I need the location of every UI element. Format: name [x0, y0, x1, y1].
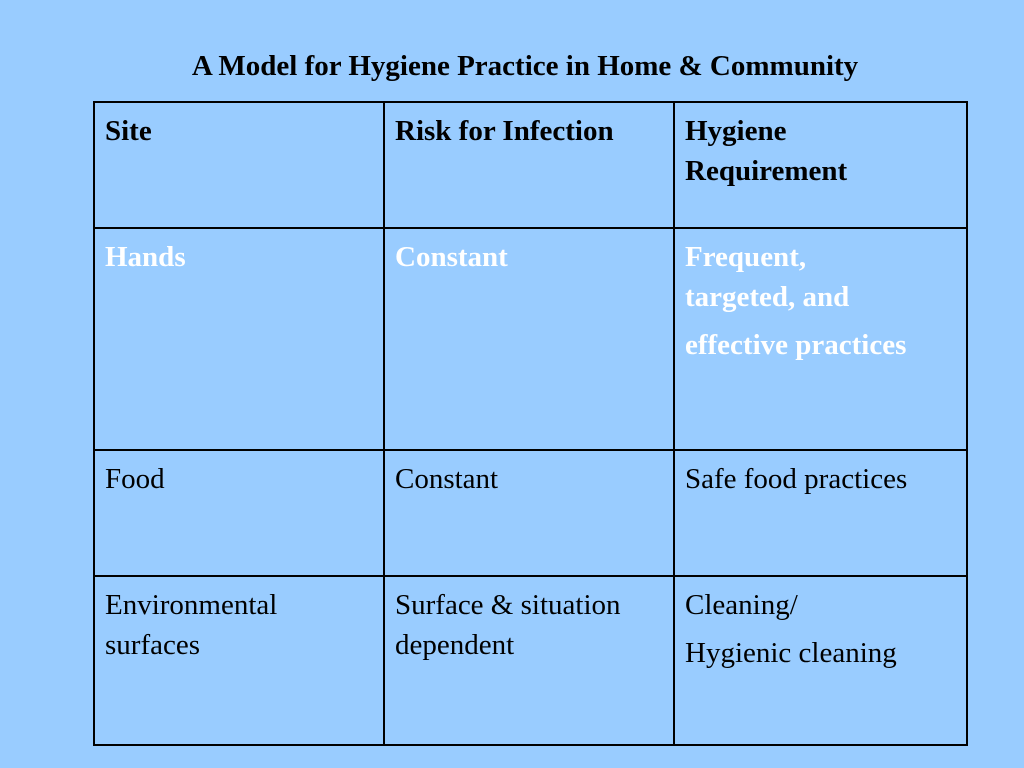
cell-hygiene-hands-line3: effective practices	[685, 329, 907, 361]
cell-hygiene-hands-line1: Frequent,	[685, 241, 807, 273]
header-hygiene-requirement	[674, 102, 967, 228]
cell-hygiene-environmental-line1: Cleaning/	[685, 589, 798, 621]
cell-hygiene-environmental	[674, 576, 967, 745]
cell-risk-hands: Constant	[384, 228, 674, 450]
table-row-hands	[94, 228, 967, 450]
cell-risk-environmental-line2: dependent	[395, 629, 515, 661]
header-hygiene-line1: Hygiene	[685, 115, 787, 147]
hygiene-model-table	[93, 101, 968, 746]
table-row-environmental-surfaces	[94, 576, 967, 745]
cell-risk-food: Constant	[384, 450, 674, 576]
cell-risk-environmental	[384, 576, 674, 745]
cell-risk-environmental-line1: Surface & situation	[395, 589, 621, 621]
cell-hygiene-environmental-line2: Hygienic cleaning	[685, 637, 897, 669]
cell-hygiene-food: Safe food practices	[674, 450, 967, 576]
cell-hygiene-hands-line2: targeted, and	[685, 281, 850, 313]
header-site: Site	[94, 102, 384, 228]
slide-title: A Model for Hygiene Practice in Home & Community	[191, 50, 859, 82]
cell-hygiene-hands	[674, 228, 967, 450]
header-risk-for-infection: Risk for Infection	[384, 102, 674, 228]
header-hygiene-line2: Requirement	[685, 155, 848, 187]
table-header-row	[94, 102, 967, 228]
table-row-food	[94, 450, 967, 576]
cell-site-hands: Hands	[94, 228, 384, 450]
cell-site-environmental-line1: Environmental	[105, 589, 278, 621]
cell-site-environmental-line2: surfaces	[105, 629, 201, 661]
cell-site-food: Food	[94, 450, 384, 576]
cell-site-environmental	[94, 576, 384, 745]
